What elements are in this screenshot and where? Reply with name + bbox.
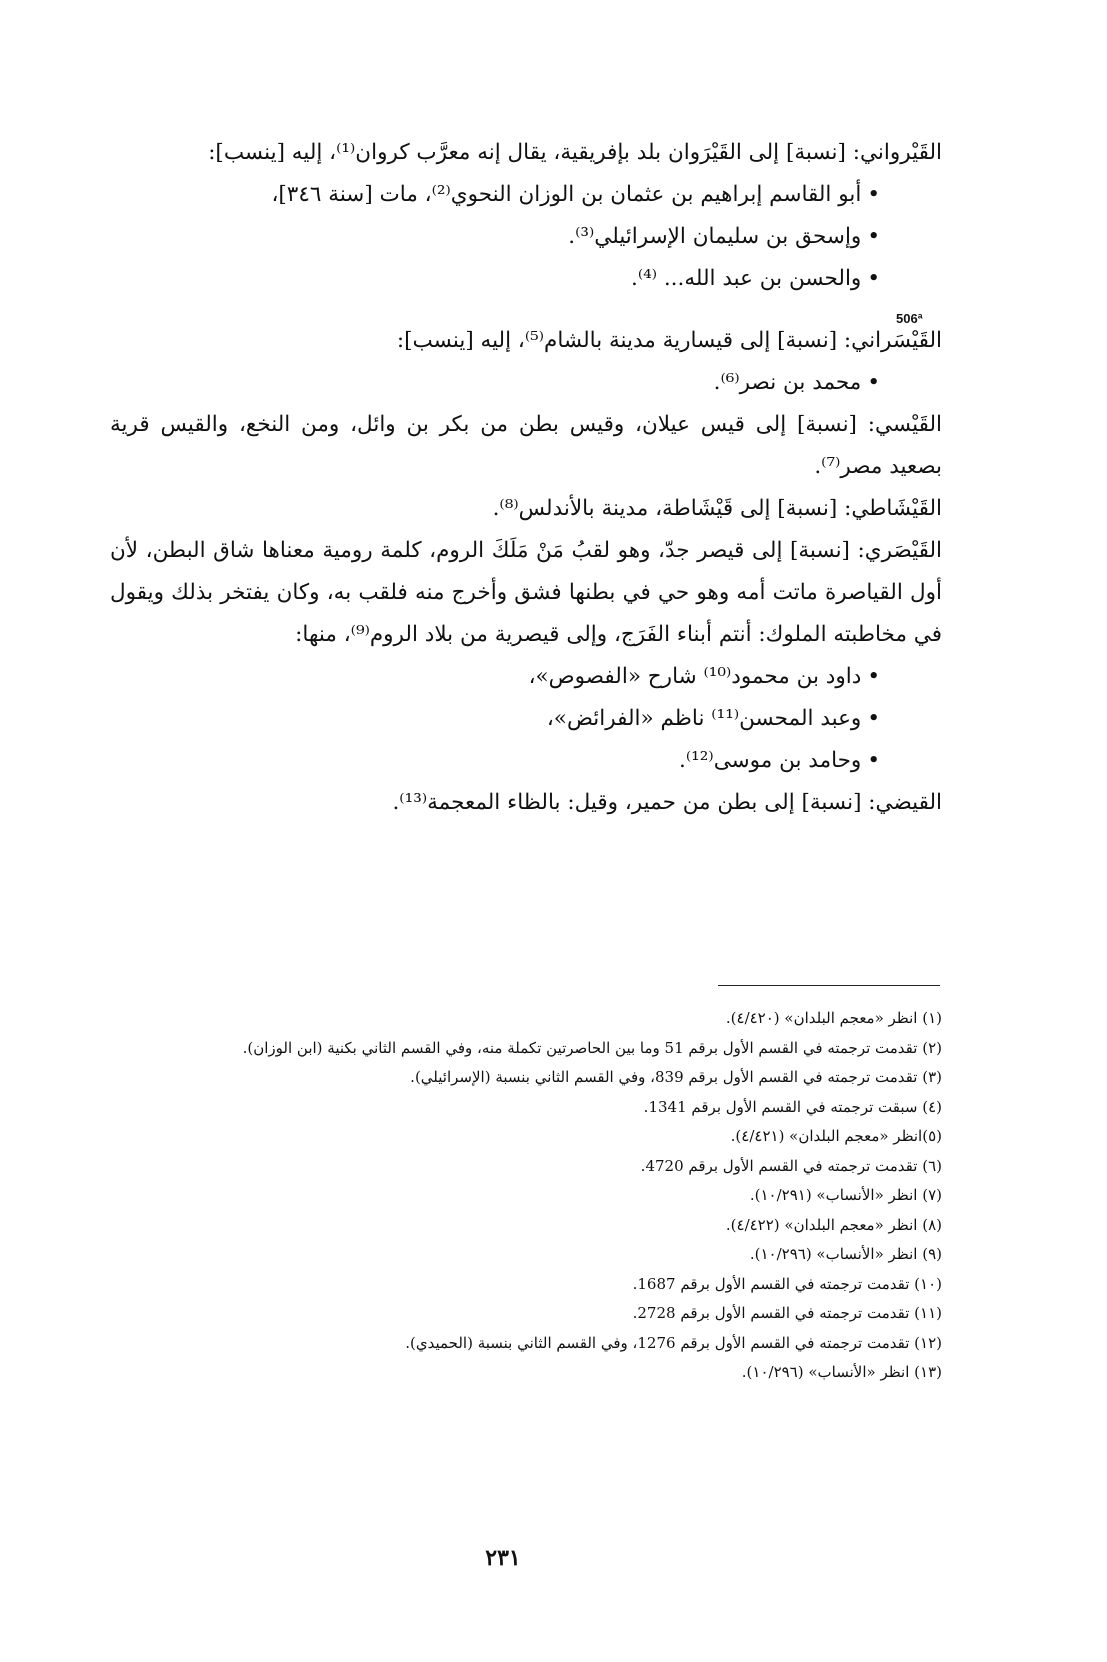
entry-qaysari: القَيْصَري: [نسبة] إلى قيصر جدّ، وهو لقبُ مَنْ مَلَكَ الروم، كلمة رومية معناها شاق البطن، لأن أول القياصرة ماتت أمه وهو حي في بطنها فشق وأخرج منه فلقب به، وكان يفتخر بذلك ويقول في مخاطبته الملوك: أنتم أبناء الفَرَج، وإلى قيصرية من بلاد الروم⁽⁹⁾، منها: [110,538,942,647]
page-number: ٢٣١ [485,1545,521,1571]
footnote: (١٠) تقدمت ترجمته في القسم الأول برقم 1687. [632,1274,942,1293]
footnote: (١٣) انظر «الأنساب» (١٠/٢٩٦). [741,1363,942,1381]
entry-qayshati: القَيْشَاطي: [نسبة] إلى قَيْشَاطة، مدينة بالأندلس⁽⁸⁾. [492,496,942,521]
list-item: • وعبد المحسن⁽¹¹⁾ ناظم «الفرائض»، [110,698,942,740]
main-text [110,132,942,824]
footnote: (٢) تقدمت ترجمته في القسم الأول برقم 51 وما بين الحاصرتين تكملة منه، وفي القسم الثاني بكنية (ابن الوزان). [242,1038,942,1057]
list-item: • داود بن محمود⁽¹⁰⁾ شارح «الفصوص»، [110,656,942,698]
footnote-separator [718,985,940,986]
footnote: (٧) انظر «الأنساب» (١٠/٢٩١). [749,1186,942,1204]
footnote: (٩) انظر «الأنساب» (١٠/٢٩٦). [749,1245,942,1263]
footnote: (١) انظر «معجم البلدان» (٤/٤٢٠). [725,1009,942,1027]
footnote: (٣) تقدمت ترجمته في القسم الأول برقم 839، وفي القسم الثاني بنسبة (الإسرائيلي). [410,1068,942,1086]
entry-qayrawani: القَيْرواني: [نسبة] إلى القَيْرَوان بلد بإفريقية، يقال إنه معرَّب كروان⁽¹⁾، إليه [ينسب]: [208,140,942,165]
entry-qaysi: القَيْسي: [نسبة] إلى قيس عيلان، وقيس بطن من بكر بن وائل، ومن النخع، والقيس قرية بصعيد مصر⁽⁷⁾. [110,412,942,479]
manuscript-folio-ref: 506ª [896,311,923,326]
list-item: • وإسحق بن سليمان الإسرائيلي⁽³⁾. [110,216,942,258]
entry-qaysarani: القَيْسَراني: [نسبة] إلى قيسارية مدينة بالشام⁽⁵⁾، إليه [ينسب]: [396,328,942,353]
footnote: (١١) تقدمت ترجمته في القسم الأول برقم 2728. [632,1304,942,1322]
list-item: • محمد بن نصر⁽⁶⁾. [110,362,942,404]
footnote: (١٢) تقدمت ترجمته في القسم الأول برقم 1276، وفي القسم الثاني بنسبة (الحميدي). [405,1333,942,1352]
marginal-spacer [110,300,942,320]
list-item: • وحامد بن موسى⁽¹²⁾. [110,740,942,782]
footnote: (٦) تقدمت ترجمته في القسم الأول برقم 4720. [640,1156,942,1175]
footnote: (٨) انظر «معجم البلدان» (٤/٤٢٢). [725,1215,942,1234]
list-item: • والحسن بن عبد الله... ⁽⁴⁾. [110,258,942,300]
footnotes [110,1004,942,1388]
entry-qaydi: القيضي: [نسبة] إلى بطن من حمير، وقيل: بالظاء المعجمة⁽¹³⁾. [392,790,942,815]
footnote: (٥)انظر «معجم البلدان» (٤/٤٢١). [730,1127,942,1145]
list-item: • أبو القاسم إبراهيم بن عثمان بن الوزان النحوي⁽²⁾، مات [سنة ٣٤٦]، [110,174,942,216]
footnote: (٤) سبقت ترجمته في القسم الأول برقم 1341. [643,1097,942,1116]
